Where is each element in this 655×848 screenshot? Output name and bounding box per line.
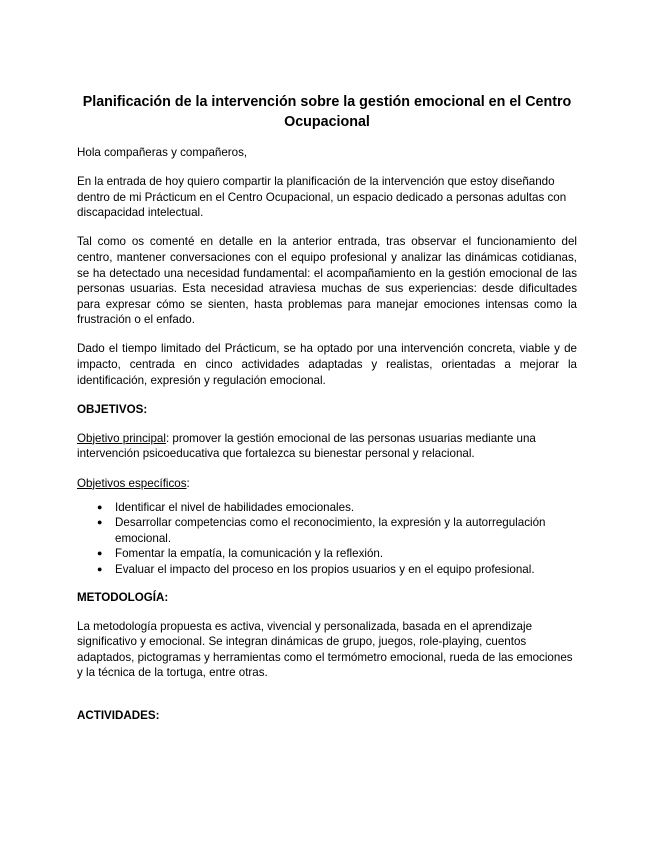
list-item-text: Desarrollar competencias como el reconocimiento, la expresión y la autorregulación emocional. xyxy=(115,516,546,545)
bullet-icon: ● xyxy=(97,501,103,512)
list-item xyxy=(97,546,577,562)
list-item-text: Evaluar el impacto del proceso en los propios usuarios y en el equipo profesional. xyxy=(115,562,535,576)
spacer xyxy=(77,695,577,708)
list-item-text: Fomentar la empatía, la comunicación y la reflexión. xyxy=(115,547,384,561)
metodologia-text: La metodología propuesta es activa, vivencial y personalizada, basada en el aprendizaje significativo y emocional. Se integran dinámicas de grupo, juegos, role-playing, cuentos adaptados, pictogramas y herramientas como el termómetro emocional, rueda de las emociones y la técnica de la tortuga, entre otras. xyxy=(77,619,573,680)
objetivo-principal-text: : promover la gestión emocional de las personas usuarias mediante una intervención psicoeducativa que fortalezca su bienestar personal y relacional. xyxy=(77,431,536,461)
list-item-text: Identificar el nivel de habilidades emocionales. xyxy=(115,500,355,514)
list-item xyxy=(97,515,577,546)
document-title: Planificación de la intervención sobre la gestión emocional en el Centro Ocupacional xyxy=(82,94,572,130)
objetivos-especificos-label-line xyxy=(77,476,577,492)
bullet-icon: ● xyxy=(97,563,103,574)
metodologia-heading: METODOLOGÍA: xyxy=(77,590,169,604)
intro-paragraph: Dado el tiempo limitado del Prácticum, se ha optado por una intervención concreta, viable y de impacto, centrada en cinco actividades adaptadas y realistas, orientadas a mejorar la identificación, expresión y regulación emocional. xyxy=(77,342,577,387)
objetivos-especificos-suffix: : xyxy=(186,476,190,490)
intro-paragraph: En la entrada de hoy quiero compartir la planificación de la intervención que estoy diseñando dentro de mi Prácticum en el Centro Ocupacional, un espacio dedicado a personas adultas con discapacidad intelectual. xyxy=(77,175,567,220)
objetivos-heading: OBJETIVOS: xyxy=(77,402,148,416)
list-item xyxy=(97,562,577,578)
document-page xyxy=(77,92,577,737)
bullet-icon: ● xyxy=(97,517,103,528)
objetivo-principal-label: Objetivo principal xyxy=(77,431,166,445)
greeting: Hola compañeras y compañeros, xyxy=(77,146,248,159)
intro-paragraph: Tal como os comenté en detalle en la anterior entrada, tras observar el funcionamiento del centro, mantener conversaciones con el equipo profesional y analizar las dinámicas cotidianas, se ha detectado una necesidad fundamental: el acompañamiento en la gestión emocional de las personas usuarias. Esta necesidad atraviesa muchas de sus experiencias: desde dificultades para expresar cómo se sienten, hasta problemas para manejar emociones intensas como la frustración o el enfado. xyxy=(77,235,577,327)
objetivo-principal xyxy=(77,431,577,462)
actividades-heading: ACTIVIDADES: xyxy=(77,708,160,722)
objetivos-especificos-label: Objetivos específicos xyxy=(77,476,187,490)
list-item xyxy=(97,500,577,516)
objetivos-especificos-list xyxy=(77,500,577,578)
bullet-icon: ● xyxy=(97,548,103,559)
